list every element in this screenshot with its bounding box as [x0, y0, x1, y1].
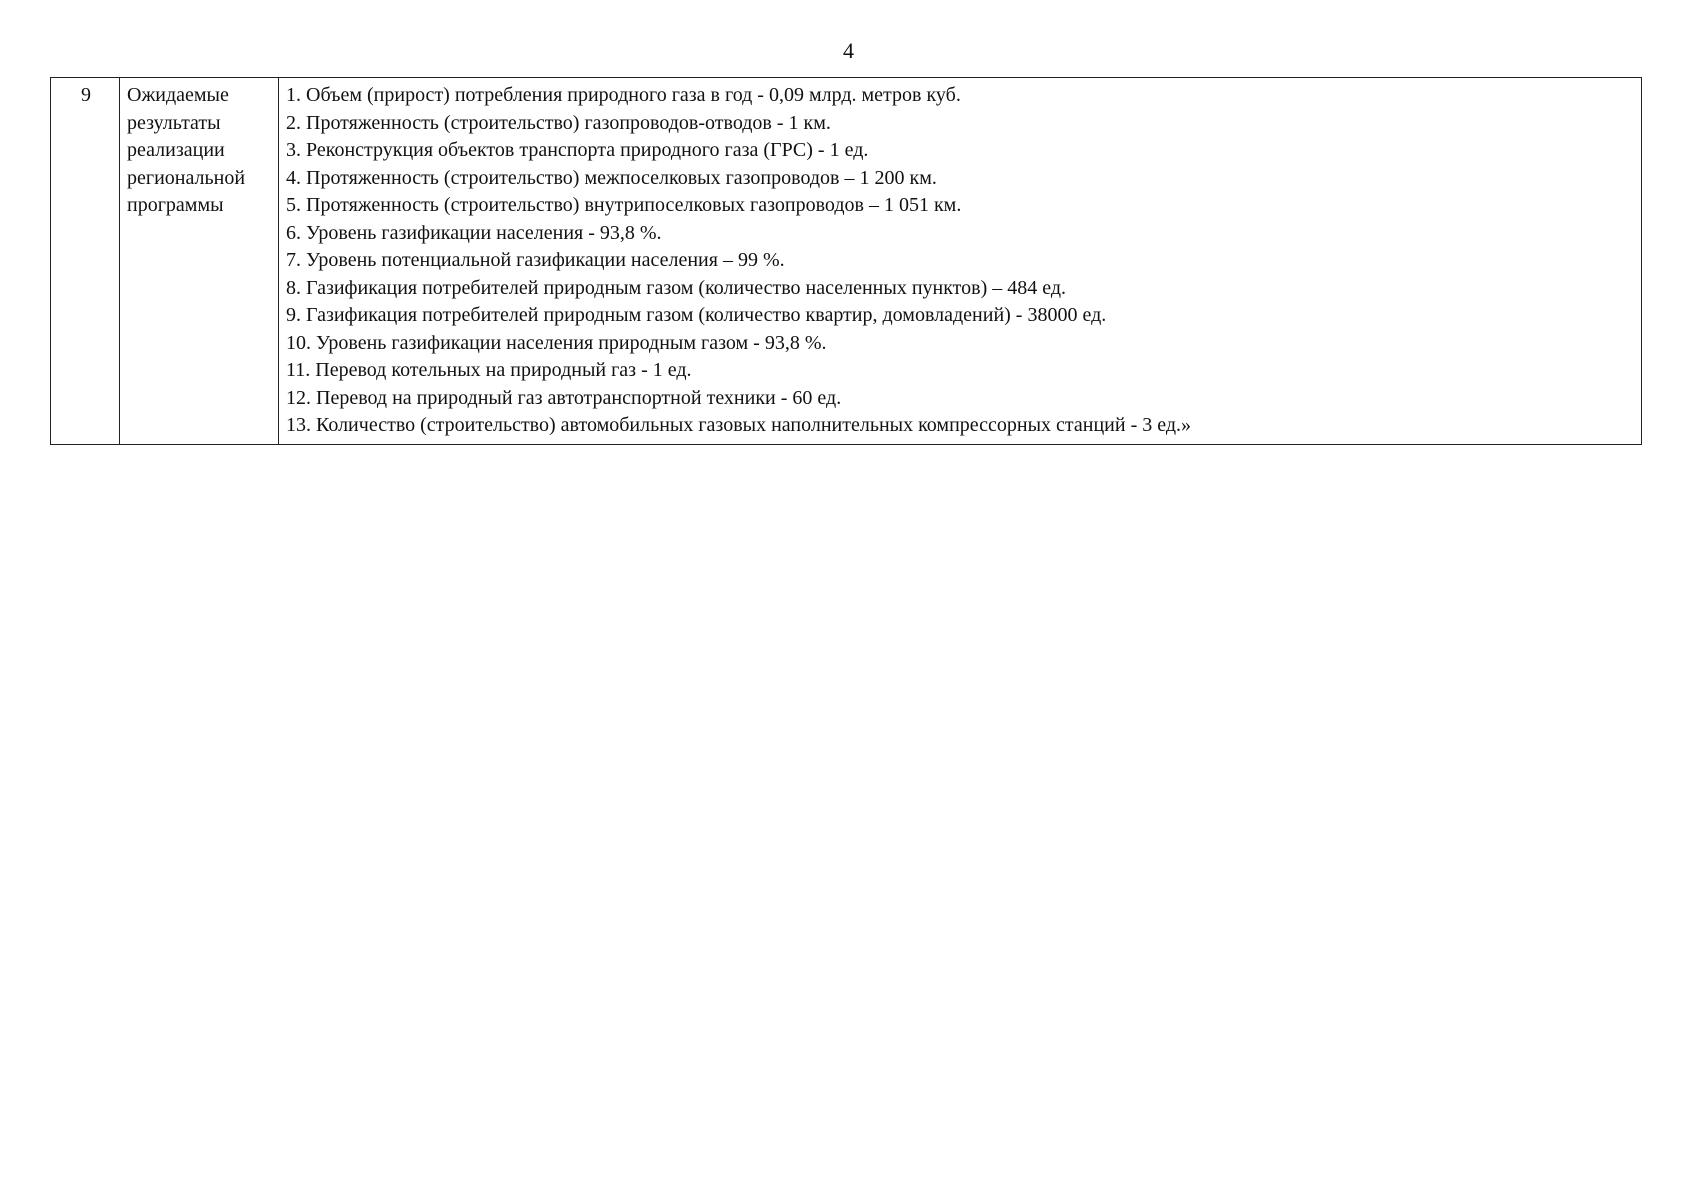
- row-label-line: Ожидаемые: [127, 84, 229, 106]
- row-label-line: реализации: [127, 139, 225, 161]
- list-item: 1. Объем (прирост) потребления природного газа в год - 0,09 млрд. метров куб.: [286, 84, 961, 106]
- list-item: 4. Протяженность (строительство) межпоселковых газопроводов – 1 200 км.: [286, 166, 937, 189]
- row-label-cell: [120, 78, 279, 445]
- page-number: 4: [843, 38, 854, 63]
- list-item: 9. Газификация потребителей природным газом (количество квартир, домовладений) - 38000 ед.: [286, 304, 1107, 326]
- row-label-line: программы: [127, 194, 224, 216]
- list-item: 2. Протяженность (строительство) газопроводов-отводов - 1 км.: [286, 111, 831, 134]
- list-item: 10. Уровень газификации населения природным газом - 93,8 %.: [286, 331, 827, 354]
- row-label-line: результаты: [127, 111, 221, 134]
- list-item: 6. Уровень газификации населения - 93,8 %.: [286, 221, 662, 244]
- list-item: 13. Количество (строительство) автомобильных газовых наполнительных компрессорных станций - 3 ед.»: [286, 414, 1192, 436]
- list-item: 3. Реконструкция объектов транспорта природного газа (ГРС) - 1 ед.: [286, 139, 869, 161]
- list-item: 11. Перевод котельных на природный газ - 1 ед.: [286, 359, 692, 381]
- row-number-cell: [51, 78, 120, 445]
- list-item: 7. Уровень потенциальной газификации населения – 99 %.: [286, 249, 785, 271]
- row-label-line: региональной: [127, 166, 246, 189]
- row-number: 9: [81, 84, 91, 106]
- list-item: 8. Газификация потребителей природным газом (количество населенных пунктов) – 484 ед.: [286, 276, 1067, 299]
- table-row: [51, 78, 1642, 445]
- results-list-cell: [279, 78, 1642, 445]
- results-table: [50, 77, 1642, 445]
- list-item: 12. Перевод на природный газ автотранспортной техники - 60 ед.: [286, 386, 842, 409]
- list-item: 5. Протяженность (строительство) внутрипоселковых газопроводов – 1 051 км.: [286, 194, 962, 216]
